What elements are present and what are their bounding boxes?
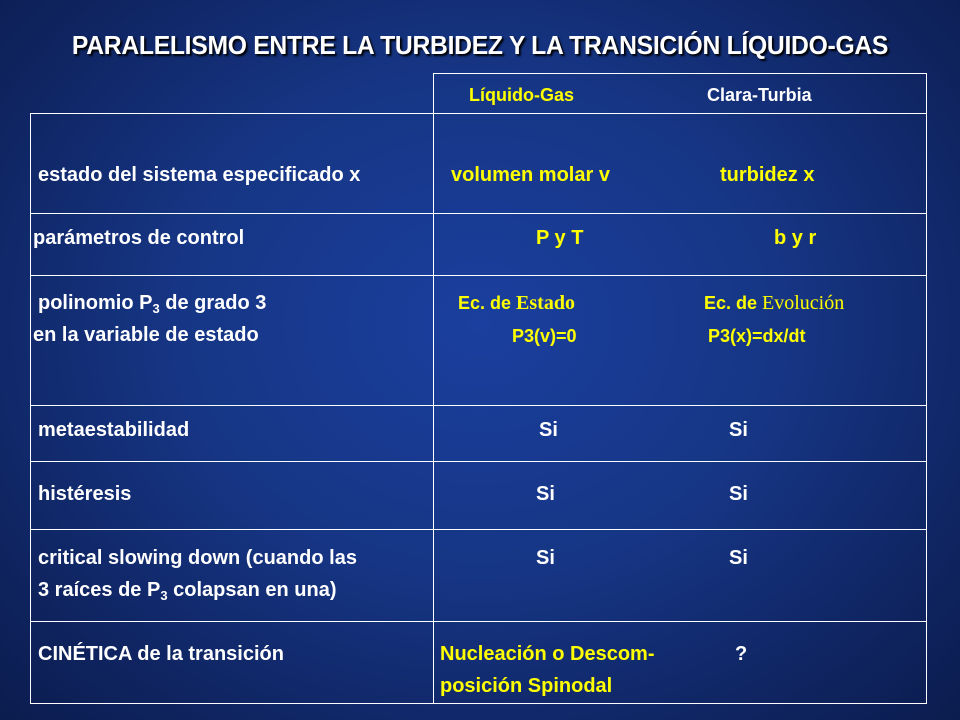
row-divider xyxy=(30,529,927,530)
metaestabilidad-liquido-gas: Si xyxy=(539,419,558,441)
critical-label2-sub: 3 xyxy=(160,588,168,603)
critical-label2-a: 3 raíces de P xyxy=(38,579,161,601)
polinomio-liquido-gas-eq: P3(v)=0 xyxy=(512,326,577,346)
table-middle-line xyxy=(433,73,434,704)
estado-liquido-gas: volumen molar v xyxy=(451,164,610,186)
row-label-polinomio-line2: en la variable de estado xyxy=(33,324,259,346)
header-liquido-gas: Líquido-Gas xyxy=(469,85,574,105)
ec-estado-word: Estado xyxy=(516,292,575,314)
row-divider xyxy=(30,275,927,276)
critical-liquido-gas: Si xyxy=(536,547,555,569)
ec-evolucion-word: Evolución xyxy=(762,292,845,314)
estado-clara-turbia: turbidez x xyxy=(720,164,815,186)
row-divider xyxy=(30,461,927,462)
page-title: PARALELISMO ENTRE LA TURBIDEZ Y LA TRANSICIÓN LÍQUIDO-GAS xyxy=(71,30,889,60)
parametros-liquido-gas: P y T xyxy=(536,227,584,249)
ec-evolucion-prefix: Ec. de xyxy=(704,293,763,313)
row-divider xyxy=(30,621,927,622)
polinomio-label-sub: 3 xyxy=(152,301,160,316)
cinetica-clara-turbia: ? xyxy=(735,643,748,665)
table-top-line xyxy=(433,73,927,74)
polinomio-label-b: de grado 3 xyxy=(159,292,267,314)
row-divider xyxy=(30,405,927,406)
table-left-line xyxy=(30,113,31,704)
cinetica-liquido-gas-line1: Nucleación o Descom- xyxy=(440,643,655,665)
row-label-histeresis: histéresis xyxy=(38,483,132,505)
row-label-parametros: parámetros de control xyxy=(33,227,245,249)
row-label-cinetica: CINÉTICA de la transición xyxy=(38,643,284,665)
histeresis-liquido-gas: Si xyxy=(536,483,555,505)
polinomio-label-a: polinomio P xyxy=(38,292,153,314)
row-label-estado: estado del sistema especificado x xyxy=(38,164,361,186)
header-clara-turbia: Clara-Turbia xyxy=(707,85,812,105)
histeresis-clara-turbia: Si xyxy=(729,483,748,505)
cinetica-liquido-gas-line2: posición Spinodal xyxy=(440,675,613,697)
polinomio-liquido-gas-ecuacion xyxy=(458,291,575,315)
table-bottom-line xyxy=(30,703,927,704)
row-label-critical: critical slowing down (cuando las xyxy=(38,547,357,569)
row-label-critical-line2 xyxy=(38,578,336,608)
polinomio-clara-turbia-eq: P3(x)=dx/dt xyxy=(708,326,806,346)
metaestabilidad-clara-turbia: Si xyxy=(729,419,748,441)
table-right-line xyxy=(926,73,927,704)
ec-estado-prefix: Ec. de xyxy=(458,293,517,313)
polinomio-clara-turbia-ecuacion xyxy=(704,291,844,315)
row-divider xyxy=(30,213,927,214)
parametros-clara-turbia: b y r xyxy=(774,227,817,249)
row-label-polinomio xyxy=(38,291,266,321)
critical-clara-turbia: Si xyxy=(729,547,748,569)
header-bottom-line xyxy=(30,113,927,114)
critical-label2-b: colapsan en una) xyxy=(167,579,337,601)
row-label-metaestabilidad: metaestabilidad xyxy=(38,419,190,441)
